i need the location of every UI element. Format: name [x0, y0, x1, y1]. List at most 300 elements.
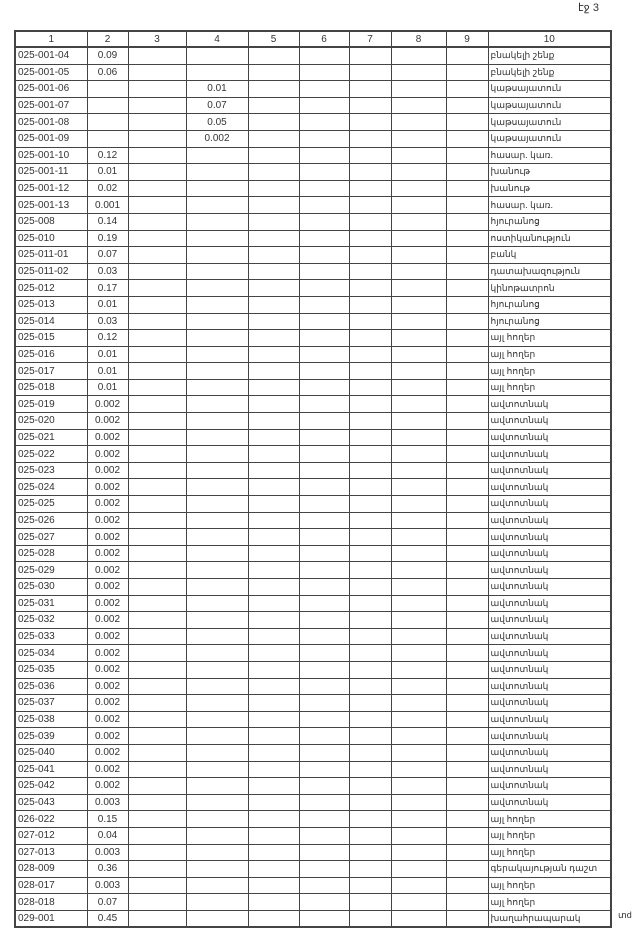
empty-cell — [446, 877, 488, 894]
value-cell — [186, 280, 248, 297]
land-use-cell: ավտոտնակ — [488, 496, 611, 513]
empty-cell — [446, 844, 488, 861]
land-use-cell: ավտոտնակ — [488, 628, 611, 645]
empty-cell — [446, 130, 488, 147]
empty-cell — [349, 346, 391, 363]
value-cell: 0.07 — [87, 247, 128, 264]
parcel-code-cell: 025-024 — [15, 479, 87, 496]
value-cell — [186, 313, 248, 330]
empty-cell — [391, 661, 446, 678]
empty-cell — [349, 81, 391, 98]
empty-cell — [446, 280, 488, 297]
value-cell — [186, 247, 248, 264]
empty-cell — [299, 263, 349, 280]
value-cell: 0.002 — [87, 612, 128, 629]
table-row — [15, 213, 611, 230]
empty-cell — [349, 562, 391, 579]
parcel-code-cell: 025-042 — [15, 778, 87, 795]
land-use-cell: դատախազություն — [488, 263, 611, 280]
parcel-code-cell: 025-001-13 — [15, 197, 87, 214]
value-cell: 0.002 — [87, 562, 128, 579]
empty-cell — [446, 661, 488, 678]
value-cell: 0.07 — [87, 894, 128, 911]
land-use-cell: այլ հողեր — [488, 363, 611, 380]
value-cell — [186, 496, 248, 513]
empty-cell — [128, 496, 186, 513]
empty-cell — [248, 844, 299, 861]
value-cell — [186, 645, 248, 662]
value-cell: 0.03 — [87, 263, 128, 280]
empty-cell — [391, 130, 446, 147]
value-cell: 0.09 — [87, 47, 128, 64]
parcel-code-cell: 025-001-11 — [15, 164, 87, 181]
empty-cell — [299, 363, 349, 380]
empty-cell — [391, 64, 446, 81]
empty-cell — [299, 711, 349, 728]
empty-cell — [248, 744, 299, 761]
empty-cell — [248, 330, 299, 347]
empty-cell — [248, 695, 299, 712]
land-use-cell: բանկ — [488, 247, 611, 264]
empty-cell — [391, 446, 446, 463]
empty-cell — [128, 861, 186, 878]
empty-cell — [349, 97, 391, 114]
empty-cell — [248, 545, 299, 562]
empty-cell — [299, 827, 349, 844]
empty-cell — [349, 612, 391, 629]
table-row — [15, 562, 611, 579]
empty-cell — [248, 346, 299, 363]
parcel-code-cell: 025-039 — [15, 728, 87, 745]
land-use-cell: բնակելի շենք — [488, 47, 611, 64]
table-row — [15, 695, 611, 712]
land-use-cell: այլ հողեր — [488, 330, 611, 347]
table-row — [15, 97, 611, 114]
table-row — [15, 844, 611, 861]
table-row — [15, 130, 611, 147]
empty-cell — [349, 330, 391, 347]
empty-cell — [446, 645, 488, 662]
column-header-5: 5 — [248, 31, 299, 47]
empty-cell — [391, 180, 446, 197]
value-cell: 0.002 — [87, 429, 128, 446]
value-cell: 0.002 — [87, 446, 128, 463]
land-use-cell: կաթսայատուն — [488, 81, 611, 98]
land-use-cell: այլ հողեր — [488, 894, 611, 911]
empty-cell — [128, 462, 186, 479]
value-cell — [186, 778, 248, 795]
parcel-code-cell: 025-022 — [15, 446, 87, 463]
empty-cell — [349, 230, 391, 247]
table-row — [15, 446, 611, 463]
empty-cell — [248, 296, 299, 313]
parcel-code-cell: 025-033 — [15, 628, 87, 645]
value-cell: 0.002 — [87, 628, 128, 645]
empty-cell — [128, 97, 186, 114]
empty-cell — [391, 47, 446, 64]
empty-cell — [391, 728, 446, 745]
empty-cell — [446, 64, 488, 81]
empty-cell — [299, 213, 349, 230]
table-row — [15, 595, 611, 612]
land-use-cell: այլ հողեր — [488, 844, 611, 861]
empty-cell — [248, 462, 299, 479]
empty-cell — [391, 413, 446, 430]
parcel-code-cell: 025-014 — [15, 313, 87, 330]
empty-cell — [299, 645, 349, 662]
parcel-code-cell: 025-001-09 — [15, 130, 87, 147]
empty-cell — [349, 130, 391, 147]
parcel-code-cell: 025-021 — [15, 429, 87, 446]
value-cell — [87, 97, 128, 114]
empty-cell — [349, 462, 391, 479]
empty-cell — [248, 197, 299, 214]
empty-cell — [391, 894, 446, 911]
table-row — [15, 711, 611, 728]
empty-cell — [299, 230, 349, 247]
parcel-code-cell: 025-017 — [15, 363, 87, 380]
empty-cell — [446, 197, 488, 214]
table-row — [15, 861, 611, 878]
value-cell — [186, 661, 248, 678]
value-cell: 0.003 — [87, 844, 128, 861]
empty-cell — [128, 728, 186, 745]
value-cell — [186, 711, 248, 728]
empty-cell — [391, 628, 446, 645]
column-header-9: 9 — [446, 31, 488, 47]
empty-cell — [446, 413, 488, 430]
empty-cell — [128, 711, 186, 728]
empty-cell — [391, 462, 446, 479]
empty-cell — [248, 97, 299, 114]
empty-cell — [349, 744, 391, 761]
empty-cell — [391, 645, 446, 662]
empty-cell — [349, 413, 391, 430]
value-cell — [186, 678, 248, 695]
land-use-cell: ավտոտնակ — [488, 711, 611, 728]
empty-cell — [128, 263, 186, 280]
parcel-code-cell: 025-043 — [15, 794, 87, 811]
empty-cell — [299, 396, 349, 413]
empty-cell — [391, 678, 446, 695]
empty-cell — [248, 612, 299, 629]
table-row — [15, 197, 611, 214]
table-row — [15, 612, 611, 629]
value-cell — [186, 446, 248, 463]
empty-cell — [349, 579, 391, 596]
empty-cell — [299, 446, 349, 463]
value-cell: 0.003 — [87, 794, 128, 811]
empty-cell — [391, 81, 446, 98]
table-row — [15, 413, 611, 430]
column-header-2: 2 — [87, 31, 128, 47]
parcel-code-cell: 025-011-02 — [15, 263, 87, 280]
empty-cell — [128, 744, 186, 761]
empty-cell — [128, 164, 186, 181]
value-cell: 0.01 — [87, 363, 128, 380]
empty-cell — [128, 230, 186, 247]
empty-cell — [299, 429, 349, 446]
table-row — [15, 744, 611, 761]
value-cell: 0.002 — [87, 728, 128, 745]
empty-cell — [391, 695, 446, 712]
value-cell: 0.002 — [87, 778, 128, 795]
land-use-cell: ավտոտնակ — [488, 678, 611, 695]
value-cell — [186, 695, 248, 712]
empty-cell — [299, 180, 349, 197]
empty-cell — [446, 579, 488, 596]
value-cell: 0.12 — [87, 330, 128, 347]
empty-cell — [349, 64, 391, 81]
empty-cell — [391, 313, 446, 330]
value-cell: 0.01 — [87, 346, 128, 363]
table-row — [15, 230, 611, 247]
land-use-cell: ավտոտնակ — [488, 744, 611, 761]
empty-cell — [446, 545, 488, 562]
empty-cell — [248, 595, 299, 612]
land-use-cell: գերակայության դաշտ — [488, 861, 611, 878]
empty-cell — [446, 861, 488, 878]
value-cell: 0.45 — [87, 910, 128, 927]
empty-cell — [299, 811, 349, 828]
empty-cell — [391, 595, 446, 612]
empty-cell — [299, 661, 349, 678]
value-cell: 0.002 — [87, 661, 128, 678]
table-row — [15, 247, 611, 264]
value-cell: 0.002 — [87, 496, 128, 513]
parcel-code-cell: 025-001-08 — [15, 114, 87, 131]
land-use-cell: ավտոտնակ — [488, 645, 611, 662]
empty-cell — [299, 595, 349, 612]
value-cell: 0.002 — [87, 529, 128, 546]
column-header-10: 10 — [488, 31, 611, 47]
empty-cell — [128, 695, 186, 712]
land-use-cell: ավտոտնակ — [488, 529, 611, 546]
empty-cell — [446, 794, 488, 811]
land-use-cell: կաթսայատուն — [488, 114, 611, 131]
parcel-code-cell: 025-040 — [15, 744, 87, 761]
empty-cell — [299, 462, 349, 479]
table-row — [15, 396, 611, 413]
value-cell — [186, 844, 248, 861]
value-cell — [186, 545, 248, 562]
value-cell: 0.002 — [87, 413, 128, 430]
parcel-code-cell: 025-015 — [15, 330, 87, 347]
empty-cell — [349, 446, 391, 463]
value-cell: 0.12 — [87, 147, 128, 164]
empty-cell — [446, 462, 488, 479]
empty-cell — [128, 877, 186, 894]
empty-cell — [391, 529, 446, 546]
land-use-cell: ավտոտնակ — [488, 695, 611, 712]
empty-cell — [349, 861, 391, 878]
parcel-code-cell: 025-027 — [15, 529, 87, 546]
value-cell — [186, 612, 248, 629]
empty-cell — [248, 628, 299, 645]
table-row — [15, 479, 611, 496]
empty-cell — [128, 47, 186, 64]
table-row — [15, 894, 611, 911]
empty-cell — [446, 761, 488, 778]
land-use-cell: ավտոտնակ — [488, 545, 611, 562]
empty-cell — [446, 114, 488, 131]
empty-cell — [349, 47, 391, 64]
value-cell: 0.07 — [186, 97, 248, 114]
value-cell — [186, 296, 248, 313]
empty-cell — [391, 861, 446, 878]
empty-cell — [299, 894, 349, 911]
land-use-cell: հյուրանոց — [488, 213, 611, 230]
empty-cell — [446, 595, 488, 612]
empty-cell — [446, 47, 488, 64]
empty-cell — [349, 728, 391, 745]
value-cell — [186, 761, 248, 778]
empty-cell — [128, 778, 186, 795]
empty-cell — [349, 379, 391, 396]
empty-cell — [349, 811, 391, 828]
land-use-cell: բնակելի շենք — [488, 64, 611, 81]
empty-cell — [248, 130, 299, 147]
land-use-cell: ավտոտնակ — [488, 761, 611, 778]
value-cell — [186, 462, 248, 479]
parcel-code-cell: 025-025 — [15, 496, 87, 513]
parcel-code-cell: 025-018 — [15, 379, 87, 396]
empty-cell — [299, 794, 349, 811]
empty-cell — [349, 794, 391, 811]
value-cell — [186, 811, 248, 828]
empty-cell — [349, 213, 391, 230]
land-use-cell: այլ հողեր — [488, 379, 611, 396]
empty-cell — [299, 496, 349, 513]
land-use-cell: ավտոտնակ — [488, 413, 611, 430]
value-cell: 0.06 — [87, 64, 128, 81]
table-row — [15, 429, 611, 446]
empty-cell — [446, 147, 488, 164]
empty-cell — [299, 313, 349, 330]
empty-cell — [128, 811, 186, 828]
value-cell: 0.03 — [87, 313, 128, 330]
empty-cell — [446, 313, 488, 330]
empty-cell — [349, 678, 391, 695]
empty-cell — [299, 778, 349, 795]
value-cell: 0.02 — [87, 180, 128, 197]
empty-cell — [349, 496, 391, 513]
empty-cell — [299, 197, 349, 214]
empty-cell — [248, 280, 299, 297]
empty-cell — [349, 296, 391, 313]
parcel-code-cell: 025-001-07 — [15, 97, 87, 114]
empty-cell — [128, 446, 186, 463]
empty-cell — [299, 512, 349, 529]
empty-cell — [128, 396, 186, 413]
value-cell: 0.002 — [87, 545, 128, 562]
value-cell: 0.002 — [87, 595, 128, 612]
empty-cell — [128, 379, 186, 396]
parcel-code-cell: 025-035 — [15, 661, 87, 678]
table-row — [15, 313, 611, 330]
table-row — [15, 579, 611, 596]
empty-cell — [299, 47, 349, 64]
parcel-code-cell: 025-001-10 — [15, 147, 87, 164]
empty-cell — [299, 296, 349, 313]
empty-cell — [128, 64, 186, 81]
parcel-code-cell: 025-012 — [15, 280, 87, 297]
value-cell — [186, 562, 248, 579]
empty-cell — [128, 280, 186, 297]
parcel-code-cell: 025-020 — [15, 413, 87, 430]
land-use-cell: ավտոտնակ — [488, 579, 611, 596]
parcel-code-cell: 027-012 — [15, 827, 87, 844]
land-use-cell: հասար. կառ. — [488, 197, 611, 214]
empty-cell — [248, 429, 299, 446]
empty-cell — [299, 97, 349, 114]
empty-cell — [128, 197, 186, 214]
empty-cell — [128, 579, 186, 596]
empty-cell — [391, 363, 446, 380]
empty-cell — [349, 180, 391, 197]
table-row — [15, 379, 611, 396]
value-cell — [186, 529, 248, 546]
empty-cell — [128, 512, 186, 529]
parcel-code-cell: 025-041 — [15, 761, 87, 778]
empty-cell — [446, 429, 488, 446]
empty-cell — [128, 479, 186, 496]
empty-cell — [349, 512, 391, 529]
empty-cell — [349, 628, 391, 645]
empty-cell — [248, 313, 299, 330]
empty-cell — [128, 330, 186, 347]
empty-cell — [248, 180, 299, 197]
empty-cell — [391, 562, 446, 579]
empty-cell — [391, 744, 446, 761]
parcel-code-cell: 025-032 — [15, 612, 87, 629]
empty-cell — [391, 147, 446, 164]
empty-cell — [248, 363, 299, 380]
empty-cell — [248, 247, 299, 264]
land-use-cell: ավտոտնակ — [488, 562, 611, 579]
empty-cell — [248, 678, 299, 695]
parcel-code-cell: 025-011-01 — [15, 247, 87, 264]
table-row — [15, 114, 611, 131]
land-use-cell: ավտոտնակ — [488, 661, 611, 678]
empty-cell — [248, 164, 299, 181]
empty-cell — [128, 363, 186, 380]
empty-cell — [349, 529, 391, 546]
empty-cell — [299, 330, 349, 347]
empty-cell — [391, 579, 446, 596]
column-header-4: 4 — [186, 31, 248, 47]
value-cell: 0.002 — [87, 579, 128, 596]
empty-cell — [128, 761, 186, 778]
column-header-6: 6 — [299, 31, 349, 47]
land-use-cell: հյուրանոց — [488, 296, 611, 313]
empty-cell — [349, 877, 391, 894]
empty-cell — [349, 479, 391, 496]
empty-cell — [128, 628, 186, 645]
empty-cell — [128, 313, 186, 330]
value-cell — [186, 595, 248, 612]
empty-cell — [299, 529, 349, 546]
empty-cell — [446, 330, 488, 347]
table-row — [15, 47, 611, 64]
empty-cell — [248, 562, 299, 579]
empty-cell — [391, 247, 446, 264]
empty-cell — [391, 545, 446, 562]
empty-cell — [391, 711, 446, 728]
value-cell — [186, 363, 248, 380]
land-use-cell: ավտոտնակ — [488, 728, 611, 745]
value-cell — [186, 429, 248, 446]
